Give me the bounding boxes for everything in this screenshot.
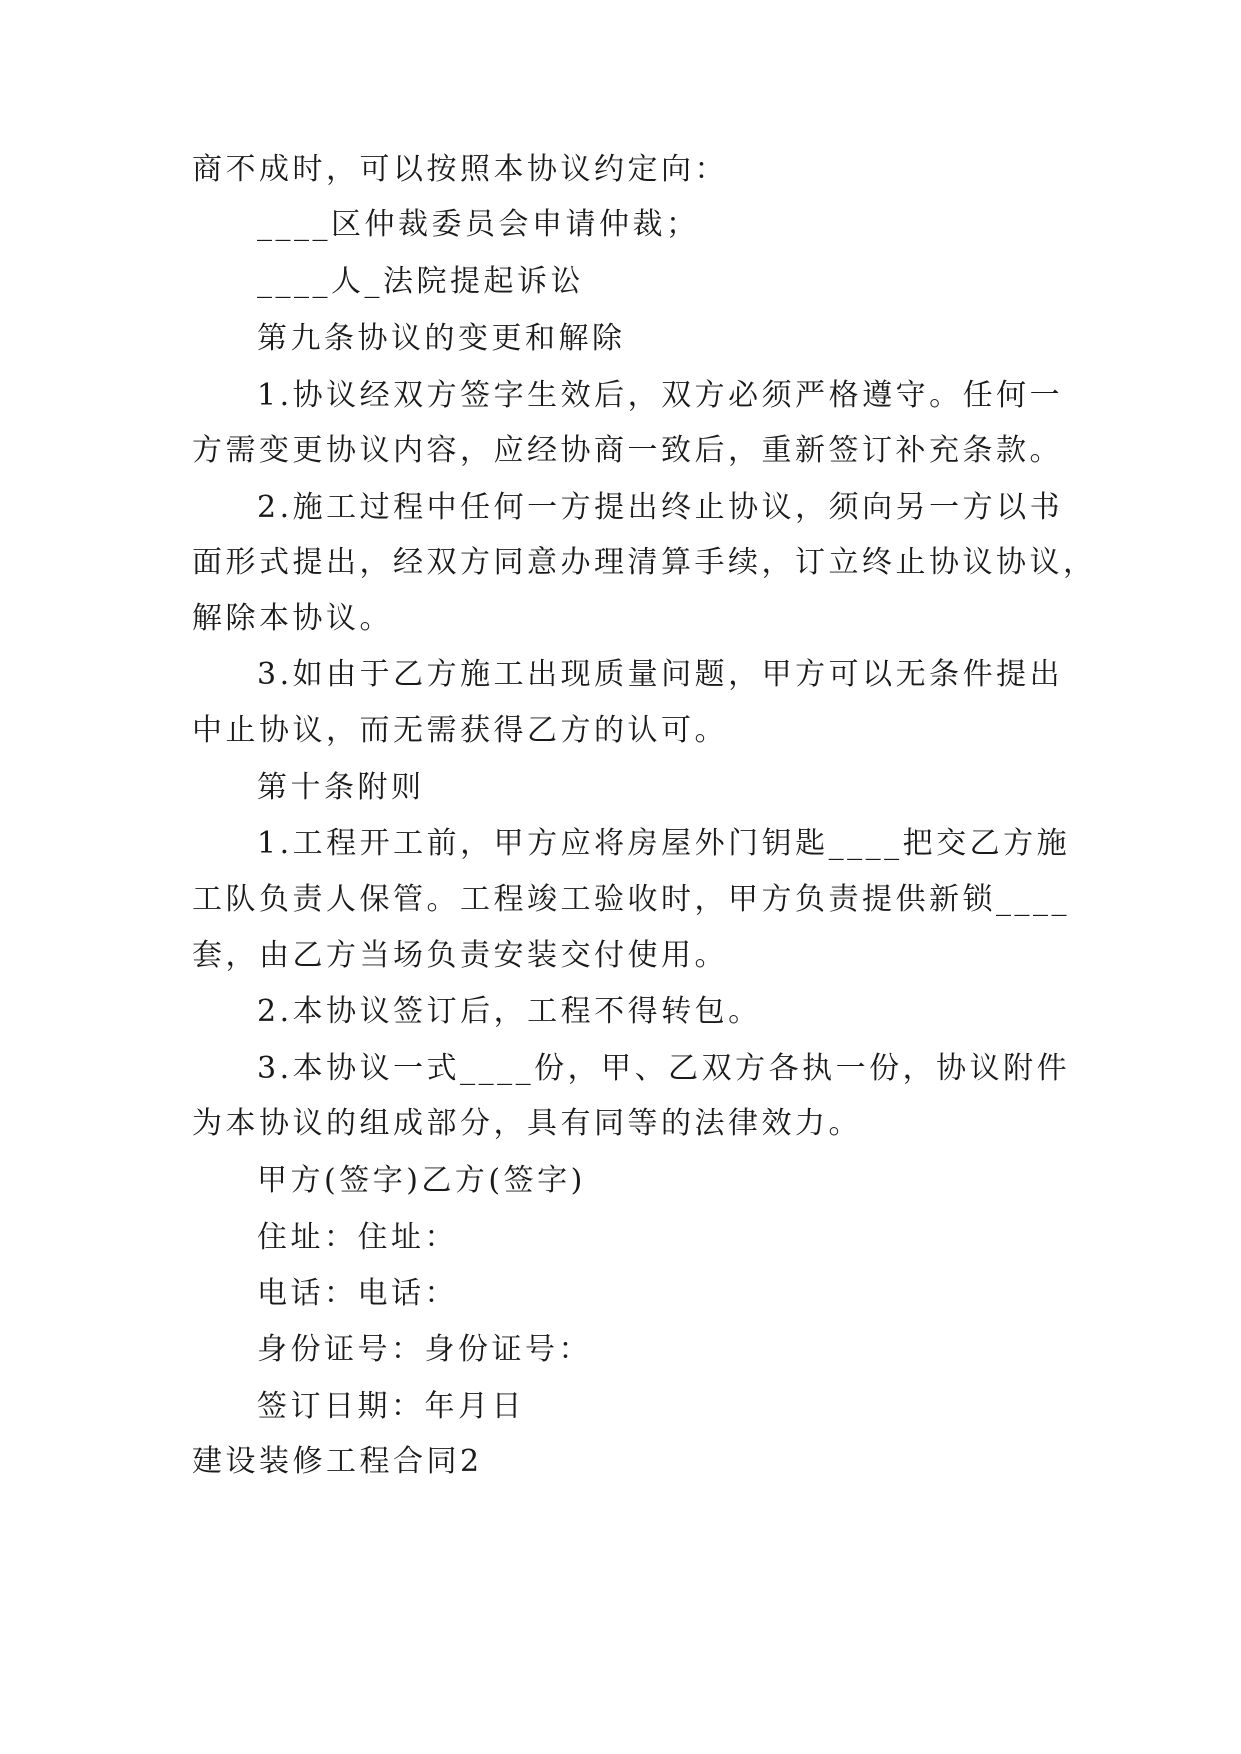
text-line: 3.本协议一式____份，甲、乙双方各执一份，协议附件 (257, 1051, 1071, 1086)
text-line: ____区仲裁委员会申请仲裁； (257, 207, 700, 242)
text-line: 为本协议的组成部分，具有同等的法律效力。 (192, 1106, 862, 1141)
section-heading: 第十条附则 (257, 770, 425, 805)
text-line: 2.本协议签订后，工程不得转包。 (257, 994, 762, 1029)
text-line: 商不成时，可以按照本协议约定向： (192, 152, 728, 187)
text-line: 2.施工过程中任何一方提出终止协议，须向另一方以书 (257, 490, 1064, 525)
phone-line: 电话：电话： (257, 1276, 458, 1311)
sign-date-line: 签订日期：年月日 (257, 1389, 525, 1424)
text-line: 方需变更协议内容，应经协商一致后，重新签订补充条款。 (192, 433, 1063, 468)
section-heading: 第九条协议的变更和解除 (257, 321, 626, 356)
text-line: 套，由乙方当场负责安装交付使用。 (192, 938, 728, 973)
text-line: 1.工程开工前，甲方应将房屋外门钥匙____把交乙方施 (257, 826, 1071, 861)
text-line: 工队负责人保管。工程竣工验收时，甲方负责提供新锁____ (192, 882, 1070, 917)
text-line: 3.如由于乙方施工出现质量问题，甲方可以无条件提出 (257, 657, 1064, 692)
text-line: ____人_法院提起诉讼 (257, 264, 584, 299)
document-title: 建设装修工程合同2 (192, 1444, 483, 1479)
text-line: 解除本协议。 (192, 601, 393, 636)
text-line: 中止协议，而无需获得乙方的认可。 (192, 713, 728, 748)
text-line: 1.协议经双方签字生效后，双方必须严格遵守。任何一 (257, 378, 1064, 413)
id-number-line: 身份证号：身份证号： (257, 1332, 592, 1367)
address-line: 住址：住址： (257, 1220, 458, 1255)
signature-line: 甲方(签字)乙方(签字) (257, 1163, 586, 1198)
text-line: 面形式提出，经双方同意办理清算手续，订立终止协议协议， (192, 545, 1097, 580)
